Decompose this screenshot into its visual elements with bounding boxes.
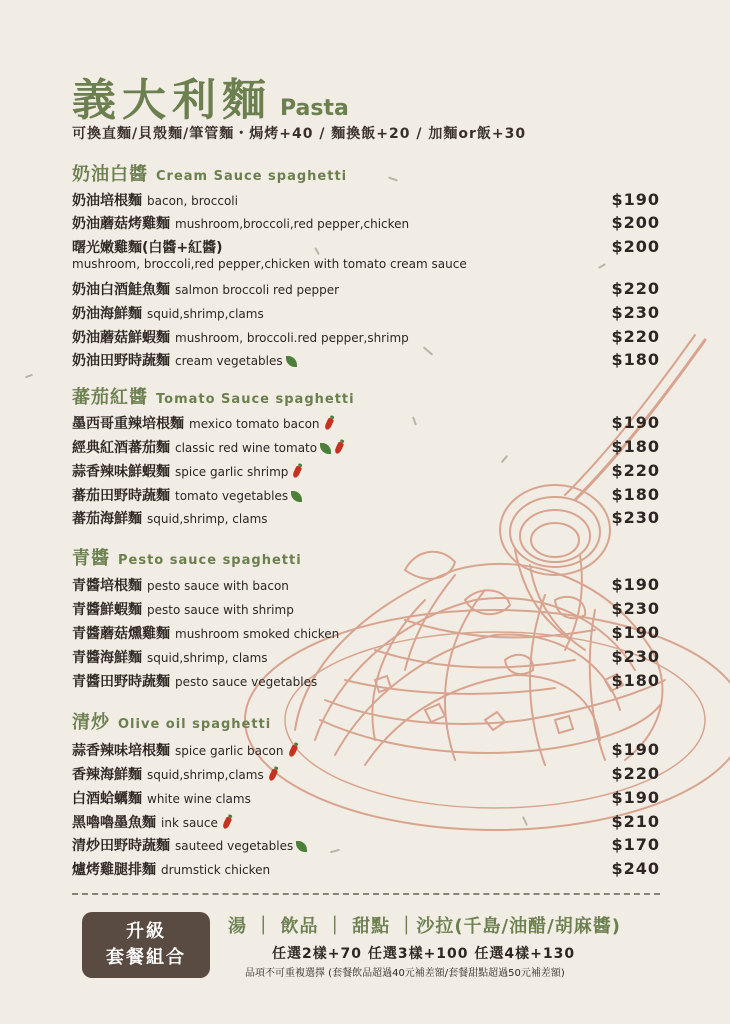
item-price: $200 — [611, 213, 660, 232]
section-title-english: Olive oil spaghetti — [118, 717, 272, 732]
menu-item — [72, 812, 660, 834]
item-price: $180 — [611, 350, 660, 369]
item-name-chinese: 經典紅酒蕃茄麵 — [72, 440, 170, 456]
item-price: $180 — [611, 437, 660, 456]
item-description: mushroom, broccoli,red pepper,chicken with tomato cream sauce — [72, 257, 467, 271]
item-name-english: sauteed vegetables — [175, 839, 294, 853]
item-price: $230 — [611, 647, 660, 666]
section-title-english: Cream Sauce spaghetti — [156, 169, 348, 184]
item-price: $220 — [611, 461, 660, 480]
item-name-chinese: 蒜香辣味培根麵 — [72, 743, 170, 759]
item-name-english: squid,shrimp,clams — [147, 768, 264, 782]
item-name-english: salmon broccoli red pepper — [175, 283, 340, 297]
chili-icon — [267, 768, 278, 781]
item-name-chinese: 白酒蛤蠣麵 — [72, 791, 142, 807]
title-chinese: 義大利麵 — [72, 75, 272, 126]
item-name-chinese: 青醬蘑菇燻雞麵 — [72, 626, 170, 642]
section-title-chinese: 蕃茄紅醬 — [72, 387, 148, 408]
item-name-chinese: 青醬鮮蝦麵 — [72, 602, 142, 618]
item-tags — [267, 769, 279, 781]
item-price: $180 — [611, 485, 660, 504]
item-tags — [287, 745, 299, 757]
menu-item — [72, 413, 660, 435]
menu-item — [72, 859, 660, 881]
item-name-english: classic red wine tomato — [175, 441, 318, 455]
section-heading-pesto — [72, 544, 302, 570]
menu-item — [72, 788, 660, 810]
menu-item — [72, 623, 660, 645]
item-name-chinese: 青醬田野時蔬麵 — [72, 674, 170, 690]
badge-line-2: 套餐組合 — [106, 947, 186, 968]
item-name-chinese: 蕃茄海鮮麵 — [72, 511, 142, 527]
item-price: $190 — [611, 575, 660, 594]
menu-item — [72, 740, 660, 762]
item-name-chinese: 蕃茄田野時蔬麵 — [72, 488, 170, 504]
item-name-chinese: 奶油蘑菇鮮蝦麵 — [72, 330, 170, 346]
item-price: $180 — [611, 671, 660, 690]
combo-pricing: 任選2樣+70 任選3樣+100 任選4樣+130 — [272, 946, 576, 962]
menu-item — [72, 599, 660, 621]
combo-upgrade-badge — [82, 912, 210, 978]
item-name-english: drumstick chicken — [161, 863, 271, 877]
item-price: $190 — [611, 623, 660, 642]
item-tags — [320, 442, 345, 454]
item-name-english: mexico tomato bacon — [189, 417, 320, 431]
leaf-icon — [296, 841, 307, 852]
item-price: $230 — [611, 599, 660, 618]
item-price: $190 — [611, 788, 660, 807]
menu-item — [72, 575, 660, 597]
leaf-icon — [286, 356, 297, 367]
item-name-english: squid,shrimp, clams — [147, 651, 268, 665]
item-name-chinese: 曙光嫩雞麵(白醬+紅醬) — [72, 240, 223, 256]
item-name-chinese: 黑嚕嚕墨魚麵 — [72, 815, 156, 831]
item-name-chinese: 青醬海鮮麵 — [72, 650, 142, 666]
combo-options: 湯 ｜ 飲品 ｜ 甜點 ｜沙拉(千島/油醋/胡麻醬) — [228, 916, 621, 937]
item-name-chinese: 蒜香辣味鮮蝦麵 — [72, 464, 170, 480]
item-name-english: white wine clams — [147, 792, 251, 806]
item-price: $230 — [611, 508, 660, 527]
item-name-chinese: 青醬培根麵 — [72, 578, 142, 594]
item-name-chinese: 奶油白酒鮭魚麵 — [72, 282, 170, 298]
menu-item — [72, 835, 660, 857]
menu-subtitle: 可換直麵/貝殼麵/筆管麵・焗烤+40 / 麵換飯+20 / 加麵or飯+30 — [72, 126, 527, 142]
item-name-english: squid,shrimp, clams — [147, 512, 268, 526]
item-name-chinese: 清炒田野時蔬麵 — [72, 838, 170, 854]
item-price: $220 — [611, 279, 660, 298]
section-heading-cream — [72, 160, 347, 186]
item-name-english: pesto sauce vegetables — [175, 675, 318, 689]
menu-item — [72, 437, 660, 459]
chili-icon — [222, 816, 233, 829]
section-title-chinese: 青醬 — [72, 548, 110, 569]
item-tags — [221, 817, 233, 829]
menu-item — [72, 350, 660, 372]
item-price: $220 — [611, 764, 660, 783]
item-tags — [291, 491, 304, 502]
item-name-chinese: 奶油培根麵 — [72, 193, 142, 209]
section-title-english: Tomato Sauce spaghetti — [156, 392, 355, 407]
item-name-english: mushroom smoked chicken — [175, 627, 340, 641]
paper-speck — [598, 263, 606, 269]
item-name-chinese: 奶油海鮮麵 — [72, 306, 142, 322]
menu-item — [72, 647, 660, 669]
item-name-english: tomato vegetables — [175, 489, 289, 503]
menu-item — [72, 508, 660, 530]
item-tags — [296, 841, 309, 852]
item-price: $240 — [611, 859, 660, 878]
section-heading-tomato — [72, 383, 355, 409]
menu-item — [72, 485, 660, 507]
leaf-icon — [291, 491, 302, 502]
item-tags — [291, 466, 303, 478]
chili-icon — [323, 417, 334, 430]
menu-item — [72, 237, 660, 271]
chili-icon — [292, 465, 303, 478]
leaf-icon — [320, 443, 331, 454]
item-name-english: cream vegetables — [175, 354, 283, 368]
item-name-english: mushroom,broccoli,red pepper,chicken — [175, 217, 410, 231]
menu-item — [72, 190, 660, 212]
section-title-english: Pesto sauce spaghetti — [118, 553, 302, 568]
item-name-english: squid,shrimp,clams — [147, 307, 264, 321]
item-name-chinese: 奶油田野時蔬麵 — [72, 353, 170, 369]
item-name-english: spice garlic shrimp — [175, 465, 289, 479]
menu-item — [72, 671, 660, 693]
menu-item — [72, 327, 660, 349]
menu-item — [72, 279, 660, 301]
item-name-chinese: 香辣海鮮麵 — [72, 767, 142, 783]
paper-speck — [25, 374, 33, 379]
chili-icon — [334, 441, 345, 454]
item-tags — [286, 356, 299, 367]
menu-item — [72, 213, 660, 235]
item-name-chinese: 爐烤雞腿排麵 — [72, 862, 156, 878]
item-name-chinese: 墨西哥重辣培根麵 — [72, 416, 184, 432]
section-title-chinese: 奶油白醬 — [72, 164, 148, 185]
dashed-divider — [72, 893, 660, 895]
item-price: $190 — [611, 413, 660, 432]
title-english: Pasta — [280, 96, 349, 121]
item-price: $220 — [611, 327, 660, 346]
section-title-chinese: 清炒 — [72, 712, 110, 733]
item-name-english: mushroom, broccoli.red pepper,shrimp — [175, 331, 409, 345]
menu-item — [72, 764, 660, 786]
item-price: $170 — [611, 835, 660, 854]
item-price: $230 — [611, 303, 660, 322]
combo-note: 品項不可重複選擇 (套餐飲品超過40元補差額/套餐甜點超過50元補差額) — [245, 968, 565, 979]
item-name-english: pesto sauce with bacon — [147, 579, 289, 593]
item-name-english: spice garlic bacon — [175, 744, 284, 758]
menu-item — [72, 303, 660, 325]
item-name-english: bacon, broccoli — [147, 194, 238, 208]
item-name-english: pesto sauce with shrimp — [147, 603, 294, 617]
badge-line-1: 升級 — [126, 921, 166, 942]
item-name-english: ink sauce — [161, 816, 218, 830]
menu-item — [72, 461, 660, 483]
section-heading-olive-oil — [72, 708, 271, 734]
item-price: $190 — [611, 740, 660, 759]
paper-speck — [388, 176, 398, 181]
item-price: $190 — [611, 190, 660, 209]
item-tags — [323, 418, 335, 430]
menu-title — [72, 64, 349, 128]
chili-icon — [287, 744, 298, 757]
item-name-chinese: 奶油蘑菇烤雞麵 — [72, 216, 170, 232]
item-price: $200 — [611, 237, 660, 256]
item-price: $210 — [611, 812, 660, 831]
